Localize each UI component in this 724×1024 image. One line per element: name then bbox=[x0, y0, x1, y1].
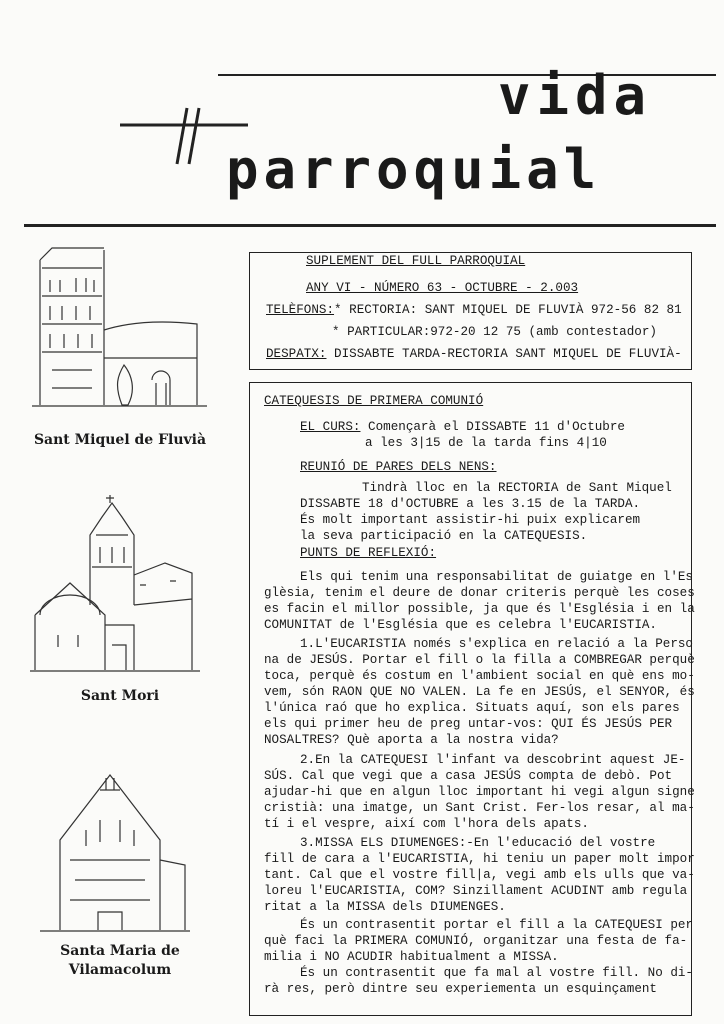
despatx-line bbox=[266, 346, 682, 363]
caption-santa-maria-l1: Santa Maria de bbox=[60, 943, 180, 959]
body-line-7: vem, són RAON QUE NO VALEN. La fe en JESÚS, el SENYOR, és bbox=[264, 685, 695, 699]
body-line-14: cristià: una imatge, un Sant Crist. Fer-los resar, al ma- bbox=[264, 801, 695, 815]
masthead-slash-mark bbox=[115, 108, 255, 168]
body-line-4: 1.L'EUCARISTIA només s'explica en relació a la Perso bbox=[300, 637, 693, 651]
body-line-5: na de JESÚS. Portar el fill o la filla a COMBREGAR perquè bbox=[264, 653, 695, 667]
caption-sant-miquel: Sant Miquel de Fluvià bbox=[33, 432, 207, 448]
article-heading: CATEQUESIS DE PRIMERA COMUNIÓ bbox=[264, 394, 484, 408]
church-illustration-sant-miquel bbox=[32, 240, 207, 415]
masthead-title-vida: vida bbox=[498, 64, 653, 127]
body-line-23: milia i NO ACUDIR habitualment a MISSA. bbox=[264, 950, 559, 964]
body-line-8: l'única raó que ho explica. Situats aquí, son els pares bbox=[264, 701, 680, 715]
telefons-rectoria: * RECTORIA: SANT MIQUEL DE FLUVIÀ 972-56 82 81 bbox=[334, 303, 682, 317]
body-line-21: És un contrasentit portar el fill a la CATEQUESI per bbox=[300, 918, 693, 932]
body-line-0: Els qui tenim una responsabilitat de guiatge en l'Es bbox=[300, 570, 693, 584]
reunio-line-4: la seva participació en la CATEQUESIS. bbox=[300, 529, 588, 543]
body-line-22: què faci la PRIMERA COMUNIÓ, organitzar una festa de fa- bbox=[264, 934, 688, 948]
despatx-label: DESPATX: bbox=[266, 347, 327, 361]
article-box bbox=[249, 382, 695, 1016]
masthead-title-parroquial: parroquial bbox=[226, 138, 602, 201]
curs-line-1 bbox=[300, 419, 625, 436]
info-box bbox=[249, 252, 692, 370]
body-line-6: toca, perquè és costum en l'ambient social en què ens mo- bbox=[264, 669, 695, 683]
body-line-11: 2.En la CATEQUESI l'infant va descobrint aquest JE- bbox=[300, 753, 686, 767]
church-illustration-sant-mori bbox=[30, 495, 200, 680]
body-line-15: tí i el vespre, així com l'hora dels apats. bbox=[264, 817, 589, 831]
issue-line: ANY VI - NÚMERO 63 - OCTUBRE - 2.003 bbox=[306, 281, 579, 295]
reunio-line-2: DISSABTE 18 d'OCTUBRE a les 3.15 de la TARDA. bbox=[300, 497, 641, 511]
body-line-17: fill de cara a l'EUCARISTIA, hi teniu un paper molt impor bbox=[264, 852, 695, 866]
caption-santa-maria-l2: Vilamacolum bbox=[68, 962, 172, 978]
masthead-bottom-rule bbox=[24, 224, 716, 227]
body-line-16: 3.MISSA ELS DIUMENGES:-En l'educació del vostre bbox=[300, 836, 656, 850]
body-line-12: SÚS. Cal que vegi que a casa JESÚS compta de debò. Pot bbox=[264, 769, 673, 783]
curs-line-2: a les 3|15 de la tarda fins 4|10 bbox=[365, 436, 607, 450]
reunio-line-1: Tindrà lloc en la RECTORIA de Sant Miquel bbox=[362, 481, 672, 495]
body-line-3: COMUNITAT de l'Església que es celebra l'EUCARISTIA. bbox=[264, 618, 657, 632]
body-line-19: loreu l'EUCARISTIA, COM? Sinzillament ACUDINT amb regula bbox=[264, 884, 688, 898]
telefons-line bbox=[266, 302, 682, 319]
despatx-text: DISSABTE TARDA-RECTORIA SANT MIQUEL DE FLUVIÀ- bbox=[326, 347, 682, 361]
body-line-9: els qui primer heu de preg untar-vos: QUI ÉS JESÚS PER bbox=[264, 717, 673, 731]
body-line-2: es facin el millor possible, ja que és l'Església i en la bbox=[264, 602, 695, 616]
body-line-24: És un contrasentit que fa mal al vostre fill. No di- bbox=[300, 966, 693, 980]
body-line-20: ritat a la MISSA dels DIUMENGES. bbox=[264, 900, 506, 914]
curs-label: EL CURS: bbox=[300, 420, 361, 434]
body-line-18: tant. Cal que el vostre fill|a, vegi amb els ulls que va- bbox=[264, 868, 695, 882]
body-line-25: rà res, però dintre seu experiementa un esquinçament bbox=[264, 982, 657, 996]
reunio-heading: REUNIÓ DE PARES DELS NENS: bbox=[300, 460, 497, 474]
body-line-10: NOSALTRES? Què aporta a la nostra vida? bbox=[264, 733, 559, 747]
punts-heading: PUNTS DE REFLEXIÓ: bbox=[300, 546, 437, 560]
caption-sant-mori: Sant Mori bbox=[80, 688, 160, 704]
telefons-label: TELÈFONS: bbox=[266, 303, 335, 317]
suplement-line: SUPLEMENT DEL FULL PARROQUIAL bbox=[306, 254, 526, 268]
curs-text-1: Començarà el DISSABTE 11 d'Octubre bbox=[360, 420, 625, 434]
telefons-particular: * PARTICULAR:972-20 12 75 (amb contestador) bbox=[332, 325, 657, 339]
church-illustration-santa-maria bbox=[40, 770, 190, 935]
body-line-13: ajudar-hi que en algun lloc important hi vegi algun signe bbox=[264, 785, 695, 799]
reunio-line-3: És molt important assistir-hi puix explicarem bbox=[300, 513, 641, 527]
body-line-1: glèsia, tenim el deure de donar criteris perquè les coses bbox=[264, 586, 695, 600]
